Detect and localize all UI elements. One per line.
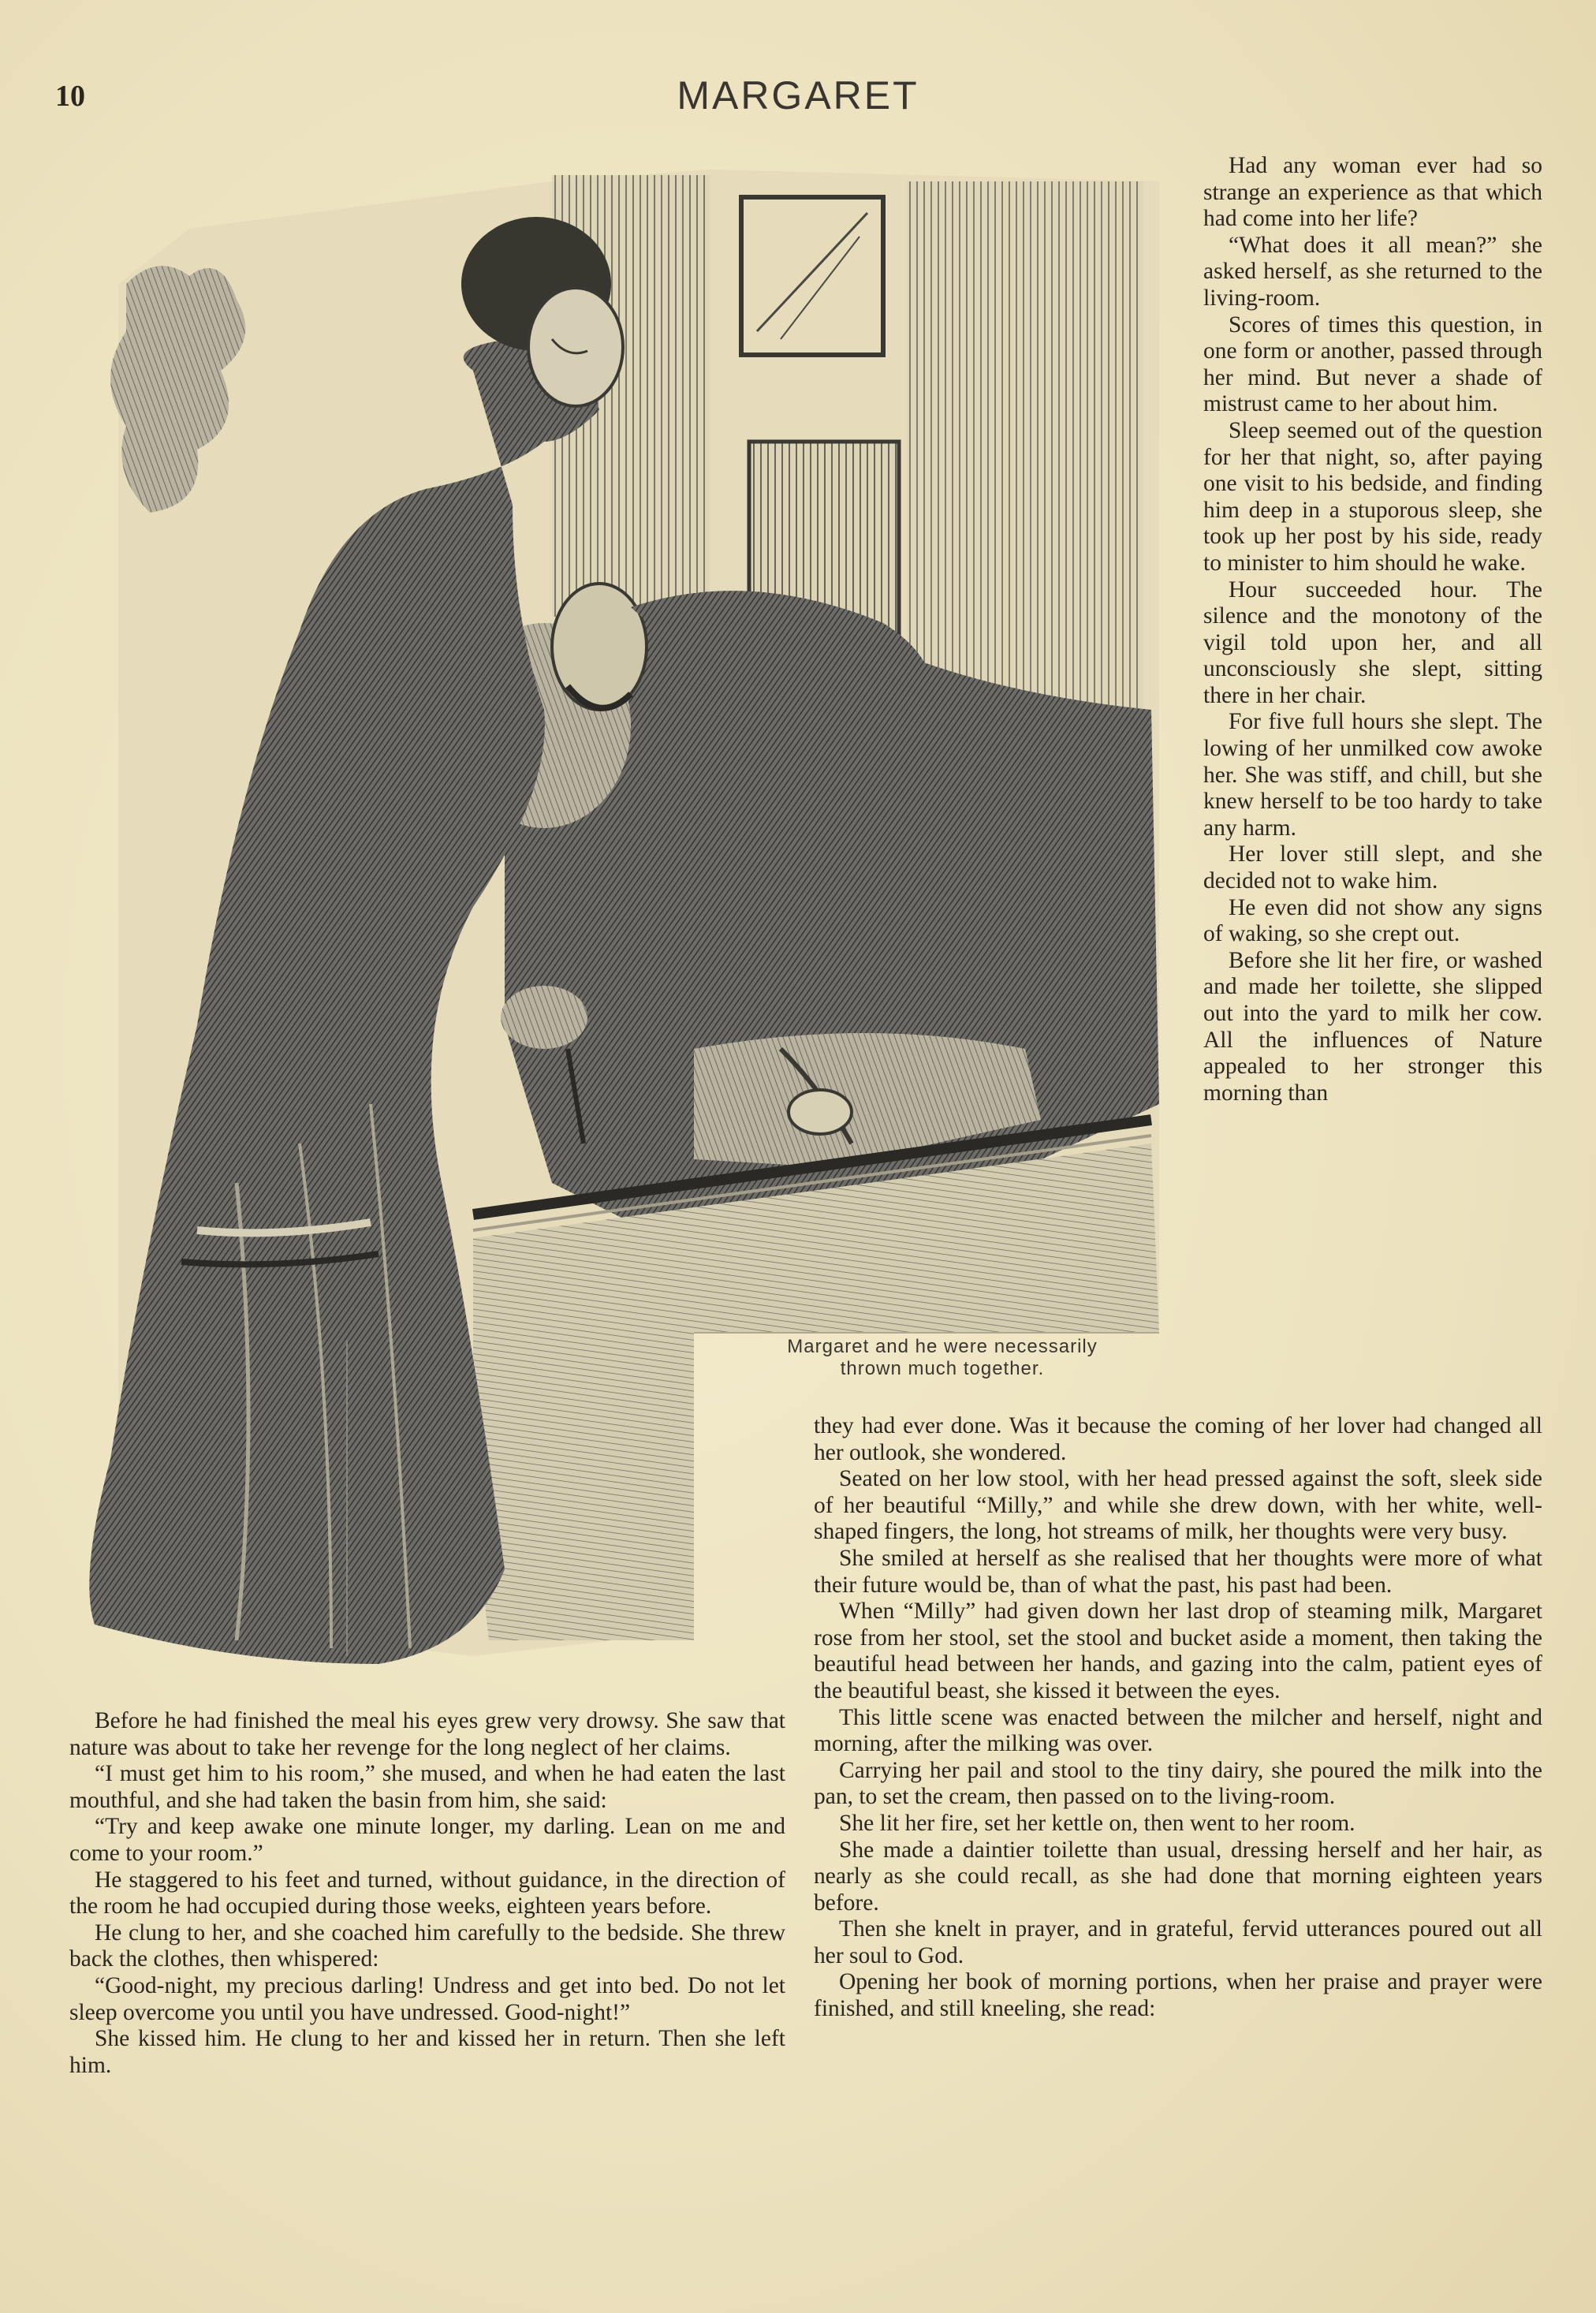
paragraph: This little scene was enacted between the milcher and herself, night and morning, after the milking was over. (814, 1704, 1542, 1757)
paragraph: Before she lit her fire, or washed and made her toilette, she slipped out into the yard to milk her cow. All the influences of Nature appealed to her stronger this morning than (1203, 947, 1542, 1106)
paragraph: “I must get him to his room,” she mused, and when he had eaten the last mouthful, and she had taken the basin from him, she said: (69, 1761, 785, 1813)
paragraph: He staggered to his feet and turned, without guidance, in the direction of the room he had occupied during those weeks, eighteen years before. (69, 1867, 785, 1919)
paragraph: “Try and keep awake one minute longer, my darling. Lean on me and come to your room.” (69, 1814, 785, 1866)
illustration-caption (722, 1336, 1163, 1380)
paragraph: Carrying her pail and stool to the tiny dairy, she poured the milk into the pan, to set the cream, then passed on to the living-room. (814, 1757, 1542, 1810)
paragraph: Hour succeeded hour. The silence and the monotony of the vigil told upon her, and all unconsciously she slept, sitting there in her chair. (1203, 576, 1542, 708)
paragraph: Before he had finished the meal his eyes grew very drowsy. She saw that nature was about to take her revenge for the long neglect of her claims. (69, 1708, 785, 1760)
caption-line-1: Margaret and he were necessarily (787, 1336, 1098, 1357)
paragraph: When “Milly” had given down her last drop of steaming milk, Margaret rose from her stool, set the stool and bucket aside a moment, then taking the beautiful head between her hands, and gazing into the calm, patient eyes of the beautiful beast, she kissed it between the eyes. (814, 1599, 1542, 1703)
paragraph: She kissed him. He clung to her and kissed her in return. Then she left him. (69, 2026, 785, 2078)
paragraph: He clung to her, and she coached him carefully to the bedside. She threw back the clothes, then whispered: (69, 1919, 785, 1972)
paragraph: Opening her book of morning portions, when her praise and prayer were finished, and still kneeling, she read: (814, 1969, 1542, 2022)
paragraph: Sleep seemed out of the question for her that night, so, after paying one visit to his bedside, and finding him deep in a stuporous sleep, she took up her post by his side, ready to minister to him should he wake. (1203, 417, 1542, 576)
paragraph: Had any woman ever had so strange an experience as that which had come into her life? (1203, 153, 1542, 232)
paragraph: She smiled at herself as she realised that her thoughts were more of what their future would be, than of what the past, his past had been. (814, 1545, 1542, 1598)
left-bottom-column (69, 1708, 785, 2079)
paragraph: For five full hours she slept. The lowing of her unmilked cow awoke her. She was stiff, and chill, but she knew herself to be too hardy to take any harm. (1203, 709, 1542, 841)
page-number: 10 (55, 80, 85, 113)
running-head: MARGARET (677, 73, 919, 118)
paragraph: Her lover still slept, and she decided not to wake him. (1203, 841, 1542, 894)
paragraph: “Good-night, my precious darling! Undress and get into bed. Do not let sleep overcome you until you have undressed. Good-night!” (69, 1972, 785, 2025)
paragraph: Seated on her low stool, with her head pressed against the soft, sleek side of her beautiful “Milly,” and while she drew down, with her white, well-shaped fingers, the long, hot streams of milk, her thoughts were very busy. (814, 1466, 1542, 1545)
right-wide-column (814, 1413, 1542, 2023)
paragraph: Then she knelt in prayer, and in grateful, fervid utterances poured out all her soul to God. (814, 1916, 1542, 1968)
paragraph: She made a daintier toilette than usual, dressing herself and her hair, as nearly as she could recall, as she had done that morning eighteen years before. (814, 1837, 1542, 1916)
paragraph: She lit her fire, set her kettle on, then went to her room. (839, 1810, 1355, 1836)
paragraph: “What does it all mean?” she asked herself, as she returned to the living-room. (1203, 232, 1542, 311)
paragraph: Scores of times this question, in one form or another, passed through her mind. But never a shade of mistrust came to her about him. (1203, 312, 1542, 417)
paragraph: He even did not show any signs of waking, so she crept out. (1203, 894, 1542, 947)
paragraph: they had ever done. Was it because the coming of her lover had changed all her outlook, she wondered. (814, 1413, 1542, 1465)
right-narrow-column (1203, 153, 1542, 1106)
caption-line-2: thrown much together. (840, 1358, 1045, 1379)
